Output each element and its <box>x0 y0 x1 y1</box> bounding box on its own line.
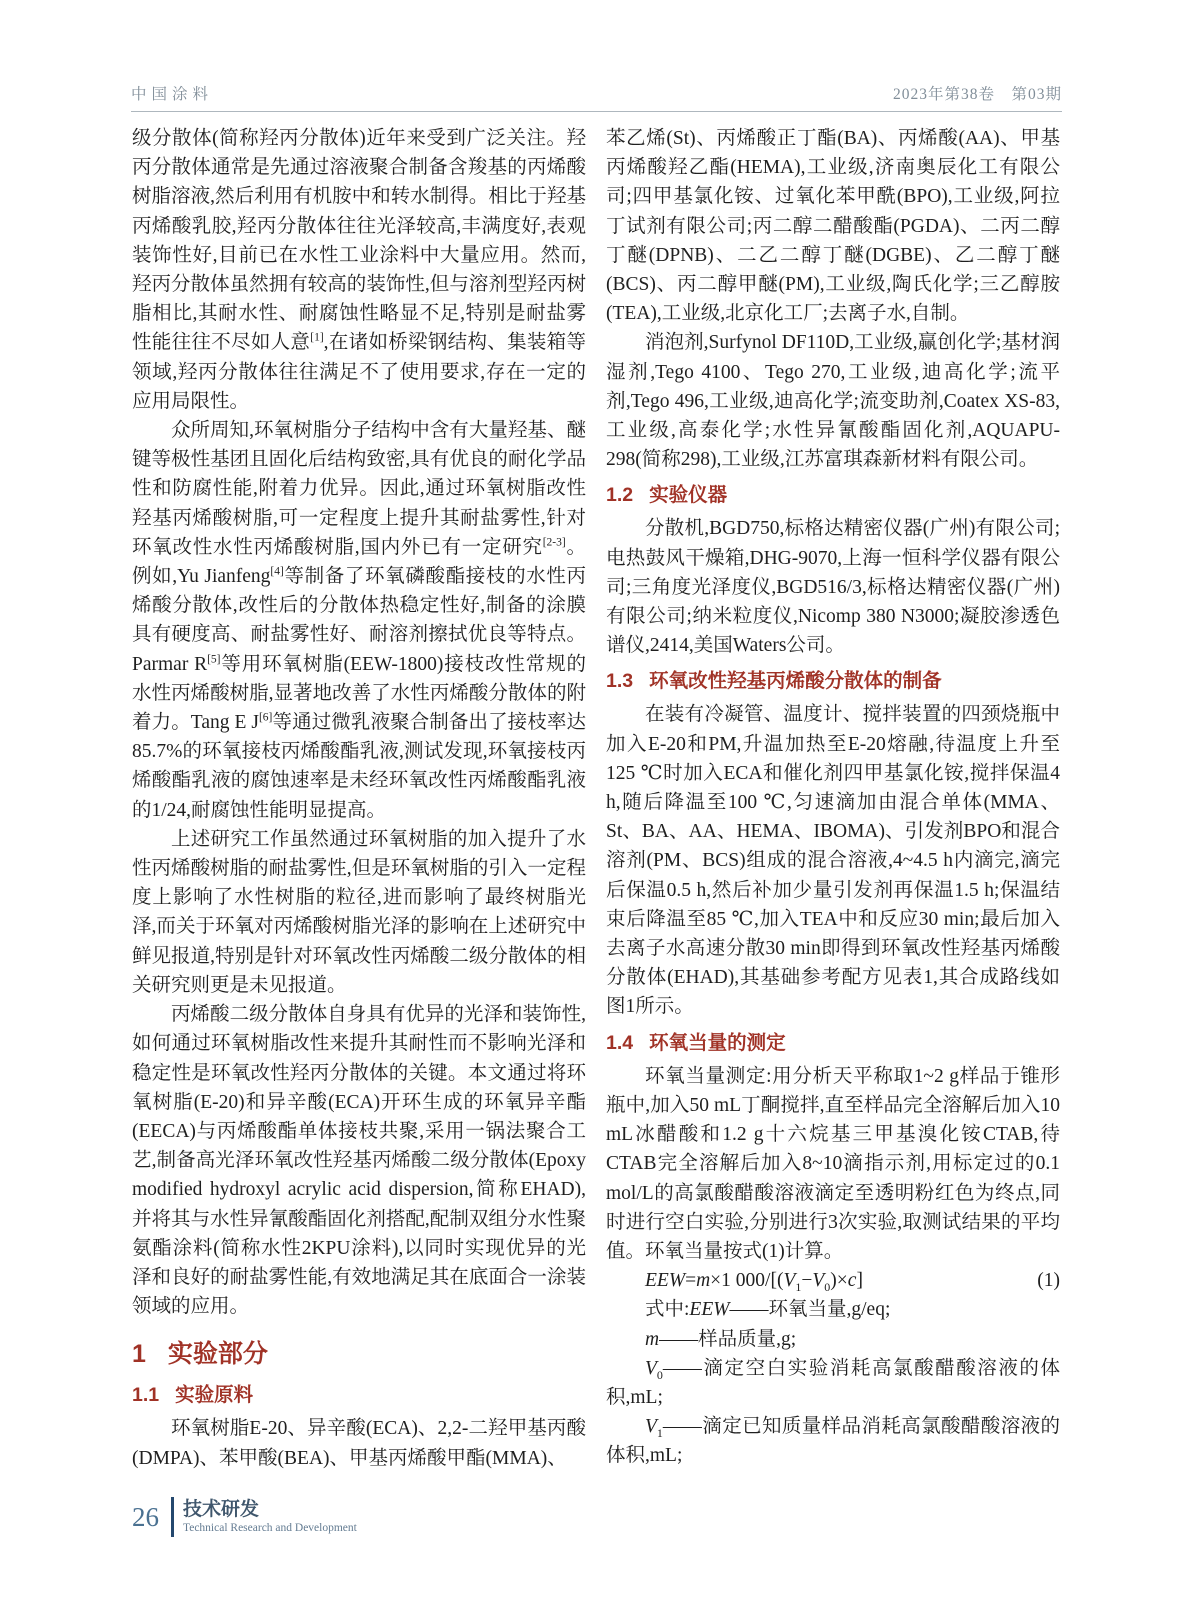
paragraph-preparation: 在装有冷凝管、温度计、搅拌装置的四颈烧瓶中加入E-20和PM,升温加热至E-20熔融,待温度上升至125 ℃时加入ECA和催化剂四甲基氯化铵,搅拌保温4 h,随后降温至100 ℃,匀速滴加由混合单体(MMA、St、BA、AA、HEMA、IBOMA)、引发剂BPO和混合溶剂(PM、BCS)组成的混合溶液,4~4.5 h内滴完,滴完后保温0.5 h,然后补加少量引发剂再保温1.5 h;保温结束后降温至85 ℃,加入TEA中和反应30 min;最后加入去离子水高速分散30 min即得到环氧改性羟基丙烯酸分散体(EHAD),其基础参考配方见表1,其合成路线如图1所示。 <box>606 704 1060 1018</box>
section-number: 1.4 <box>606 1031 634 1054</box>
body-text: 级分散体(简称羟丙分散体)近年来受到广泛关注。羟丙分散体通常是先通过溶液聚合制备含羧基的丙烯酸树脂溶液,然后利用有机胺中和转水制得。相比于羟基丙烯酸乳胶,羟丙分散体往往光泽较高,丰满度好,表观装饰性好,目前已在水性工业涂料中大量应用。然而,羟丙分散体虽然拥有较高的装饰性,但与溶剂型羟丙树脂相比,其耐水性、耐腐蚀性略显不足,特别是耐盐雾性能往往不尽如人意 <box>132 128 586 354</box>
article-body <box>132 124 1060 1473</box>
section-number: 1.3 <box>606 670 634 693</box>
paragraph-materials-start: 环氧树脂E-20、异辛酸(ECA)、2,2-二羟甲基丙酸(DMPA)、苯甲酸(BEA)、甲基丙烯酸甲酯(MMA)、 <box>132 1418 586 1469</box>
section-1-3-heading <box>606 667 1060 695</box>
paragraph-materials-continuation: 苯乙烯(St)、丙烯酸正丁酯(BA)、丙烯酸(AA)、甲基丙烯酸羟乙酯(HEMA),工业级,济南奥辰化工有限公司;四甲基氯化铵、过氧化苯甲酰(BPO),工业级,阿拉丁试剂有限公司;丙二醇二醋酸酯(PGDA)、二丙二醇丁醚(DPNB)、二乙二醇丁醚(DGBE)、乙二醇丁醚(BCS)、丙二醇甲醚(PM),工业级,陶氏化学;三乙醇胺(TEA),工业级,北京化工厂;去离子水,自制。 <box>606 128 1060 325</box>
body-text: ——环氧当量,g/eq; <box>729 1299 891 1321</box>
var-v0: V <box>645 1357 657 1379</box>
equation-operator: − <box>801 1270 813 1292</box>
var-m: m <box>696 1270 711 1292</box>
paragraph-instruments: 分散机,BGD750,标格达精密仪器(广州)有限公司;电热鼓风干燥箱,DHG-9070,上海一恒科学仪器有限公司;三角度光泽度仪,BGD516/3,标格达精密仪器(广州)有限公司;纳米粒度仪,Nicomp 380 N3000;凝胶渗透色谱仪,2414,美国Waters公司。 <box>606 518 1060 657</box>
footer-divider <box>171 1497 174 1537</box>
equation-number: (1) <box>1037 1270 1060 1292</box>
paragraph-research-gap: 上述研究工作虽然通过环氧树脂的加入提升了水性丙烯酸树脂的耐盐雾性,但是环氧树脂的引入一定程度上影响了水性树脂的粒径,进而影响了最终树脂光泽,而关于环氧对丙烯酸树脂光泽的影响在上述研究中鲜见报道,特别是针对环氧改性丙烯酸二级分散体的相关研究则更是未见报道。 <box>132 828 586 996</box>
equation-operator: ] <box>856 1270 863 1292</box>
body-text: 。例如,Yu Jianfeng <box>132 536 586 588</box>
paragraph-intro-continuation <box>132 124 586 416</box>
paragraph-eew-measurement: 环氧当量测定:用分析天平称取1~2 g样品于锥形瓶中,加入50 mL丁酮搅拌,直至样品完全溶解后加入10 mL冰醋酸和1.2 g十六烷基三甲基溴化铵CTAB,待CTAB完全溶解后加入8~10滴指示剂,用标定过的0.1 mol/L的高氯酸醋酸溶液滴定至透明粉红色为终点,同时进行空白实验,分别进行3次实验,取测试结果的平均值。环氧当量按式(1)计算。 <box>606 1065 1060 1262</box>
section-number: 1.1 <box>132 1384 160 1407</box>
issue-info: 2023年第38卷 第03期 <box>892 86 1062 103</box>
formula-def-v0 <box>606 1354 1060 1412</box>
var-c: c <box>847 1270 857 1292</box>
var-v1: V <box>645 1416 657 1438</box>
section-title: 环氧改性羟基丙烯酸分散体的制备 <box>649 670 942 693</box>
page-number: 26 <box>132 1501 159 1532</box>
equation-operator: ×1 000/[( <box>710 1270 784 1292</box>
subscript-1: 1 <box>795 1280 802 1294</box>
right-column <box>606 124 1060 1473</box>
citation-ref-4: [4] <box>270 565 284 578</box>
section-number: 1 <box>132 1340 146 1369</box>
section-title: 环氧当量的测定 <box>649 1031 786 1054</box>
citation-ref-5: [5] <box>207 653 221 666</box>
body-text: 等用环氧树脂(EEW-1800)接枝改性常规的水性丙烯酸树脂,显著地改善了水性丙烯酸分散体的附着力。Tang E J <box>132 653 586 734</box>
subscript-1: 1 <box>656 1426 663 1441</box>
section-title: 实验仪器 <box>649 484 728 507</box>
var-v1: V <box>783 1270 796 1292</box>
equation-operator: )× <box>830 1270 848 1292</box>
formula-def-v1 <box>606 1412 1060 1470</box>
section-1-1-heading <box>132 1381 586 1409</box>
paragraph-epoxy-background <box>132 416 586 825</box>
section-1-2-heading <box>606 481 1060 509</box>
body-text: ,在诸如桥梁钢结构、集装箱等领域,羟丙分散体往往满足不了使用要求,存在一定的应用局限性。 <box>132 332 586 412</box>
formula-where-eew <box>606 1295 1060 1324</box>
column-label: 技术研发 <box>183 1498 260 1520</box>
body-text: ——滴定空白实验消耗高氯酸醋酸溶液的体积,mL; <box>606 1357 1060 1408</box>
subscript-0: 0 <box>656 1367 663 1382</box>
var-m: m <box>645 1328 660 1350</box>
equation-1 <box>606 1266 1060 1295</box>
section-1-4-heading <box>606 1029 1060 1057</box>
citation-ref-1: [1] <box>310 331 324 344</box>
footer-labels <box>183 1499 357 1536</box>
section-number: 1.2 <box>606 484 634 507</box>
var-eew: EEW <box>645 1270 686 1292</box>
body-text: 等通过微乳液聚合制备出了接枝率达85.7%的环氧接枝丙烯酸酯乳液,测试发现,环氧接枝丙烯酸酯乳液的腐蚀速率是未经环氧改性丙烯酸酯乳液的1/24,耐腐蚀性能明显提高。 <box>132 712 586 821</box>
var-v0: V <box>812 1270 825 1292</box>
body-text: ——滴定已知质量样品消耗高氯酸醋酸溶液的体积,mL; <box>606 1416 1060 1467</box>
citation-ref-2-3: [2-3] <box>542 536 566 549</box>
body-text: 等制备了环氧磷酸酯接枝的水性丙烯酸分散体,改性后的分散体热稳定性好,制备的涂膜具有硬度高、耐盐雾性好、耐溶剂擦拭优良等特点。Parmar R <box>132 566 586 675</box>
journal-name: 中国涂料 <box>131 86 214 103</box>
equation-body <box>645 1266 863 1295</box>
formula-def-m <box>606 1325 1060 1354</box>
left-column <box>132 124 586 1473</box>
page-footer <box>132 1497 357 1537</box>
body-text: 式中: <box>645 1299 690 1321</box>
section-title: 实验原料 <box>175 1384 254 1407</box>
citation-ref-6: [6] <box>258 711 273 724</box>
section-1-heading <box>132 1337 586 1371</box>
body-text: ——样品质量,g; <box>659 1328 797 1350</box>
var-eew: EEW <box>689 1299 730 1321</box>
section-title: 实验部分 <box>167 1340 268 1369</box>
body-text: 众所周知,环氧树脂分子结构中含有大量羟基、醚键等极性基团且固化后结构致密,具有优良的耐化学品性和防腐性能,附着力优异。因此,通过环氧树脂改性羟基丙烯酸树脂,可一定程度上提升其耐盐雾性,针对环氧改性水性丙烯酸树脂,国内外已有一定研究 <box>132 420 586 558</box>
column-label-en: Technical Research and Development <box>183 1521 357 1534</box>
paragraph-objective: 丙烯酸二级分散体自身具有优异的光泽和装饰性,如何通过环氧树脂改性来提升其耐性而不影响光泽和稳定性是环氧改性羟丙分散体的关键。本文通过将环氧树脂(E-20)和异辛酸(ECA)开环生成的环氧异辛酯(EECA)与丙烯酸酯单体接枝共聚,采用一锅法聚合工艺,制备高光泽环氧改性羟基丙烯酸二级分散体(Epoxy modified hydroxyl acrylic acid dispersion,简称EHAD),并将其与水性异氰酸酯固化剂搭配,配制双组分水性聚氨酯涂料(简称水性2KPU涂料),以同时实现优异的光泽和良好的耐盐雾性能,有效地满足其在底面合一涂装领域的应用。 <box>132 1004 586 1318</box>
page-header <box>131 82 1062 112</box>
equation-operator: = <box>685 1270 697 1292</box>
paragraph-additives: 消泡剂,Surfynol DF110D,工业级,赢创化学;基材润湿剂,Tego 4100、Tego 270,工业级,迪高化学;流平剂,Tego 496,工业级,迪高化学;流变助剂,Coatex XS-83,工业级,高泰化学;水性异氰酸酯固化剂,AQUAPU-298(简称298),工业级,江苏富琪森新材料有限公司。 <box>606 332 1060 471</box>
subscript-0: 0 <box>824 1280 831 1294</box>
